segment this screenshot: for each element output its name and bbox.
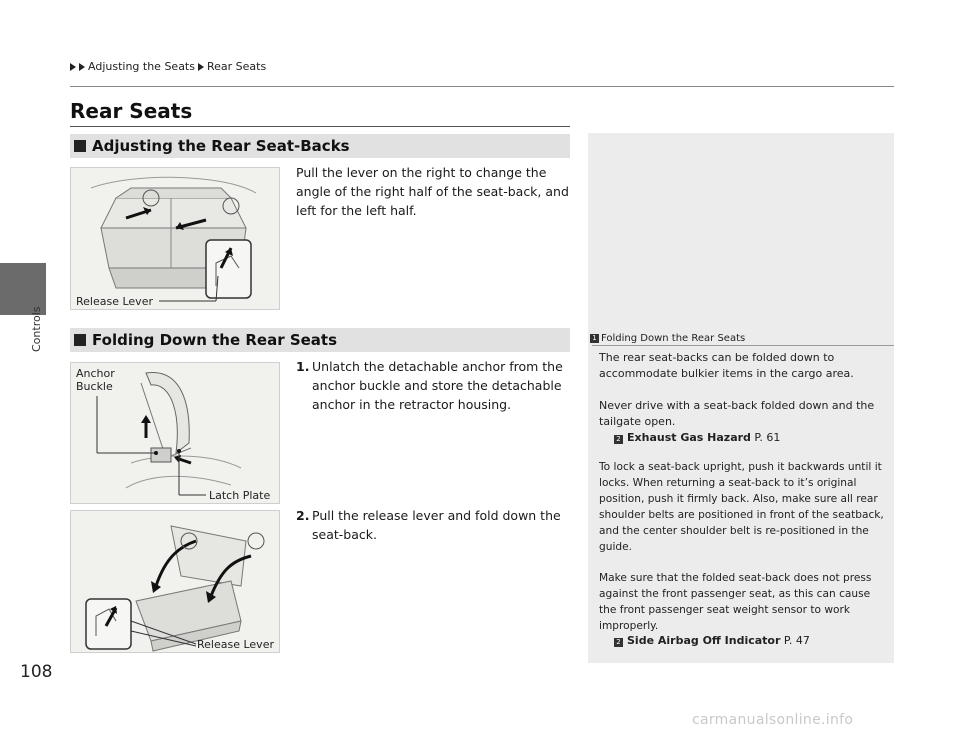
breadcrumb-item[interactable]: Rear Seats bbox=[206, 60, 267, 73]
seat-back-adjust-illustration bbox=[70, 167, 280, 310]
anchor-buckle-illustration bbox=[70, 362, 280, 504]
breadcrumb-arrow-icon bbox=[70, 63, 76, 71]
breadcrumb-arrow-icon bbox=[79, 63, 85, 71]
note-paragraph-4: Make sure that the folded seat-back does not press against the front passenger seat, as this can cause the front passenger seat weight sensor to work improperly. bbox=[599, 572, 872, 632]
note-paragraph-2: Never drive with a seat-back folded down and the tailgate open. bbox=[599, 399, 875, 428]
square-bullet-icon bbox=[74, 334, 86, 346]
note-heading: 1 Folding Down the Rear Seats bbox=[590, 333, 745, 344]
release-lever-label-2: Release Lever bbox=[197, 638, 274, 651]
page-title: Rear Seats bbox=[70, 99, 193, 123]
note-marker-icon: 1 bbox=[590, 334, 599, 343]
note-paragraph-3: To lock a seat-back upright, push it backwards until it locks. When returning a seat-back to it’s original position, push it firmly back. Also, make sure all rear shoulder belts are positioned in front of the seatback, and the center shoulder belt is re-positioned in the guide. bbox=[599, 461, 884, 553]
release-lever-label: Release Lever bbox=[76, 295, 153, 308]
step-2: 2. Pull the release lever and fold down the seat-back. bbox=[296, 508, 561, 542]
fold-down-illustration bbox=[70, 510, 280, 653]
breadcrumb-arrow-icon bbox=[198, 63, 204, 71]
cross-reference-icon: 2 bbox=[614, 638, 623, 647]
note-paragraph-1: The rear seat-backs can be folded down to accommodate bulkier items in the cargo area. bbox=[599, 351, 854, 380]
note-divider bbox=[592, 345, 894, 346]
title-divider bbox=[70, 126, 570, 127]
square-bullet-icon bbox=[74, 140, 86, 152]
page-number: 108 bbox=[20, 662, 53, 682]
watermark: carmanualsonline.info bbox=[692, 712, 854, 728]
folded-seat-illustration bbox=[71, 511, 280, 653]
breadcrumb-item[interactable]: Adjusting the Seats bbox=[88, 60, 195, 73]
header-divider bbox=[70, 86, 894, 87]
rear-seat-illustration bbox=[71, 168, 280, 310]
section-tab-label: Controls bbox=[30, 306, 43, 352]
latch-plate-label: Latch Plate bbox=[209, 489, 271, 502]
adjust-instructions: Pull the lever on the right to change the angle of the right half of the seat-back, and left for the left half. bbox=[296, 165, 569, 218]
breadcrumb bbox=[70, 60, 266, 73]
step-1: 1. Unlatch the detachable anchor from the anchor buckle and store the detachable anchor in the retractor housing. bbox=[296, 359, 563, 412]
section-heading-folding: Folding Down the Rear Seats bbox=[70, 328, 570, 352]
xref-side-airbag-off-indicator[interactable]: 2 Side Airbag Off Indicator P. 47 bbox=[614, 633, 810, 649]
xref-exhaust-gas-hazard[interactable]: 2 Exhaust Gas Hazard P. 61 bbox=[614, 430, 780, 446]
cross-reference-icon: 2 bbox=[614, 435, 623, 444]
section-heading-adjusting: Adjusting the Rear Seat-Backs bbox=[70, 134, 570, 158]
anchor-buckle-label: Anchor Buckle bbox=[76, 367, 115, 393]
